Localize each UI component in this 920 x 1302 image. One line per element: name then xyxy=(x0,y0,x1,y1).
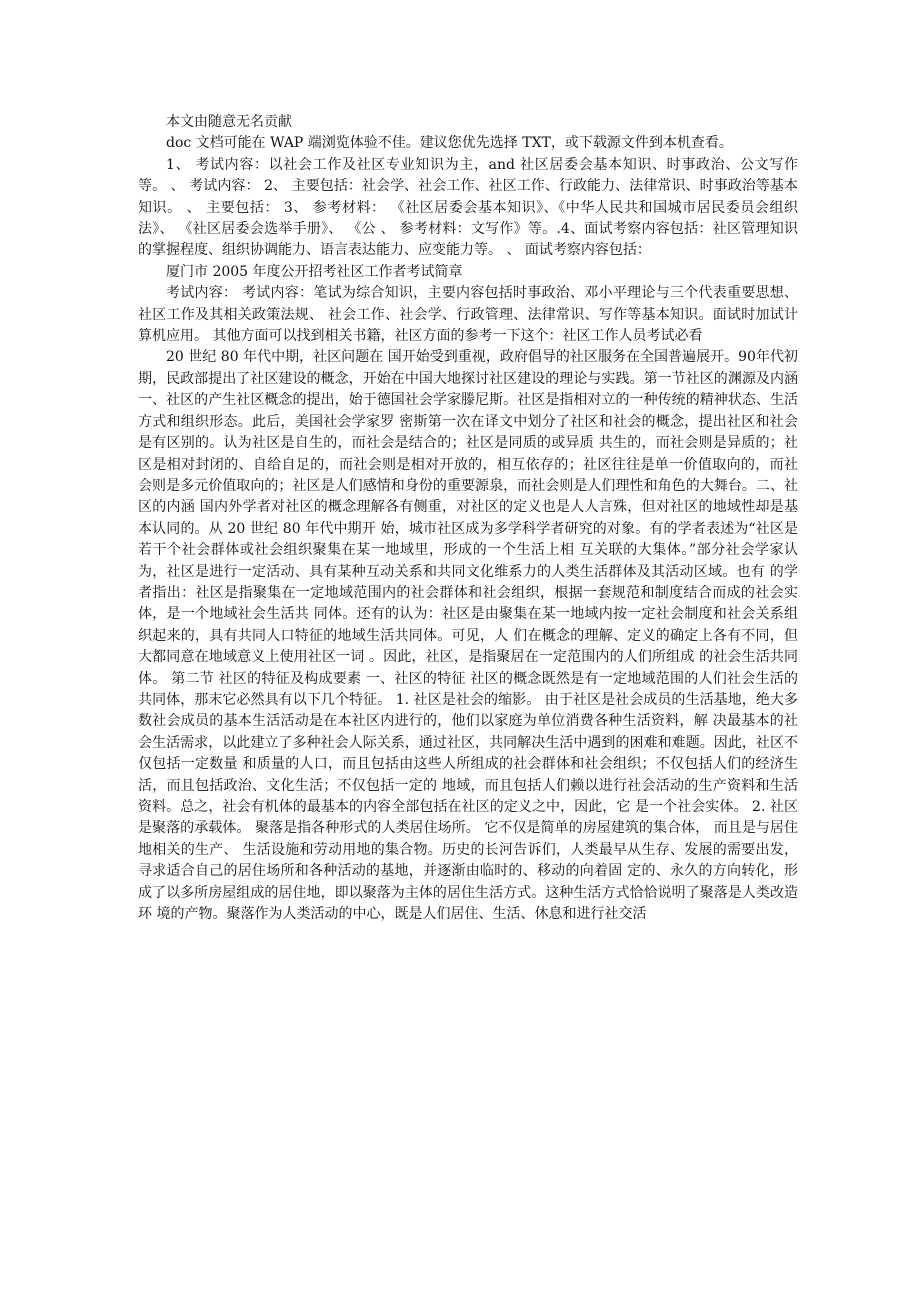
exam-details-paragraph: 考试内容： 考试内容：笔试为综合知识，主要内容包括时事政治、邓小平理论与三个代表重要思想、社区工作及其相关政策法规、 社会工作、社会学、行政管理、法律常识、写作等基本知识。面试时加试计算机应用。 其他方面可以找到相关书籍，社区方面的参考一下这个：社区工作人员考试必看 xyxy=(138,285,798,345)
community-concept-paragraph: 20 世纪 80 年代中期，社区问题在 国开始受到重视，政府倡导的社区服务在全国普遍展开。90年代初期，民政部提出了社区建设的概念，开始在中国大地探讨社区建设的理论与实践。第一节社区的渊源及内涵一、社区的产生社区概念的提出，始于德国社会学家滕尼斯。社区是指相对立的一种传统的精神状态、生活方式和组织形态。此后，美国社会学家罗 密斯第一次在译文中划分了社区和社会的概念，提出社区和社会是有区别的。认为社区是自生的，而社会是结合的；社区是同质的或异质 共生的，而社会则是异质的；社区是相对封闭的、自给自足的，而社会则是相对开放的，相互依存的；社区往往是单一价值取向的，而社 会则是多元价值取向的；社区是人们感情和身份的重要源泉，而社会则是人们理性和角色的大舞台。二、社区的内涵 国内外学者对社区的概念理解各有侧重，对社区的定义也是人人言殊，但对社区的地域性却是基本认同的。从 20 世纪 80 年代中期开 始，城市社区成为多学科学者研究的对象。有的学者表述为“社区是若干个社会群体或社会组织聚集在某一地域里，形成的一个生活上相 互关联的大集体。”部分社会学家认为，社区是进行一定活动、具有某种互动关系和共同文化维系力的人类生活群体及其活动区域。也有 的学者指出：社区是指聚集在一定地域范围内的社会群体和社会组织，根据一套规范和制度结合而成的社会实体，是一个地域社会生活共 同体。还有的认为：社区是由聚集在某一地域内按一定社会制度和社会关系组织起来的，具有共同人口特征的地域生活共同体。可见，人 们在概念的理解、定义的确定上各有不同，但大都同意在地域意义上使用社区一词 。因此，社区，是指聚居在一定范围内的人们所组成 的社会生活共同体。 第二节 社区的特征及构成要素 一、社区的特征 社区的概念既然是有一定地域范围的人们社会生活的共同体，那末它必然具有以下几个特征。 1. 社区是社会的缩影。 由于社区是社会成员的生活基地，绝大多数社会成员的基本生活活动是在本社区内进行的，他们以家庭为单位消费各种生活资料，解 决最基本的社会生活需求，以此建立了多种社会人际关系，通过社区，共同解决生活中遇到的困难和难题。因此，社区不仅包括一定数量 和质量的人口，而且包括由这些人所组成的社会群体和社会组织；不仅包括人们的经济生活，而且包括政治、文化生活；不仅包括一定的 地域，而且包括人们赖以进行社会活动的生产资料和生活资料。总之，社会有机体的最基本的内容全部包括在社区的定义之中，因此，它 是一个社会实体。 2. 社区是聚落的承载体。 聚落是指各种形式的人类居住场所。 它不仅是简单的房屋建筑的集合体， 而且是与居住地相关的生产、 生活设施和劳动用地的集合物。历史的长河告诉们，人类最早从生存、发展的需要出发，寻求适合自己的居住场所和各种活动的基地，并逐渐由临时的、移动的向着固 定的、永久的方向转化，形成了以多所房屋组成的居住地，即以聚落为主体的居住生活方式。这种生活方式恰恰说明了聚落是人类改造环 境的产物。聚落作为人类活动的中心，既是人们居住、生活、休息和进行社交活 xyxy=(138,349,798,923)
exam-brochure-title: 厦门市 2005 年度公开招考社区工作者考试简章 xyxy=(166,263,463,280)
document-body xyxy=(138,112,798,925)
contributor-line: 本文由随意无名贡献 xyxy=(166,114,292,130)
wap-notice: doc 文档可能在 WAP 端浏览体验不佳。建议您优先选择 TXT，或下载源文件到本机查看。 xyxy=(166,135,733,152)
exam-content-paragraph: 1、 考试内容：以社会工作及社区专业知识为主，and 社区居委会基本知识、时事政治、公文写作等。 、 考试内容： 2、 主要包括：社会学、社会工作、社区工作、行政能力、法律常识、时事政治等基本知识。 、 主要包括： 3、 参考材料： 《社区居委会基本知识》、《中华人民共和国城市居民委员会组织法》、 《社区居委会选举手册》、 《公 、 参考材料：文写作》等。.4、面试考察内容包括：社区管理知识的掌握程度、组织协调能力、语言表达能力、应变能力等。 、 面试考察内容包括： xyxy=(138,156,798,259)
